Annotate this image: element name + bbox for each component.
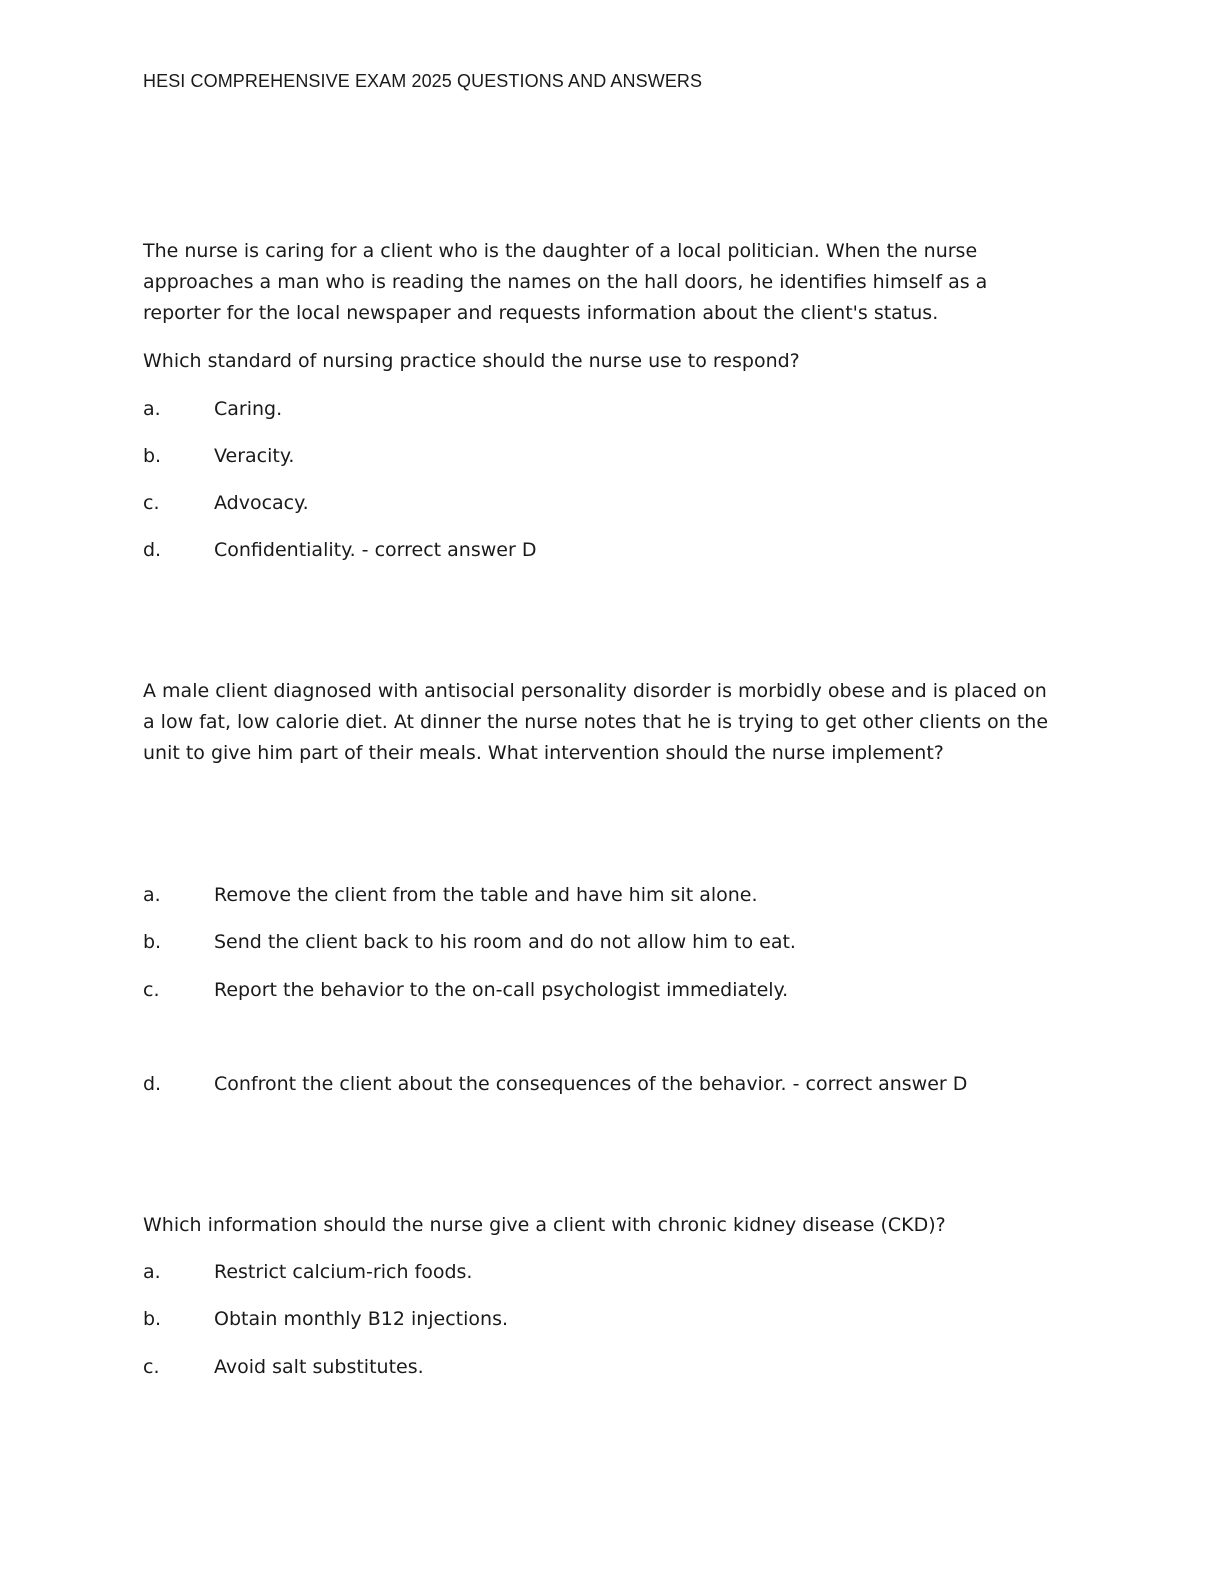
question-2-option-a — [143, 880, 758, 911]
option-text: Remove the client from the table and have him sit alone. — [214, 884, 758, 906]
option-text: Obtain monthly B12 injections. — [214, 1308, 509, 1330]
option-letter: a. — [143, 884, 161, 906]
option-letter: b. — [143, 445, 162, 467]
option-text: Advocacy. — [214, 492, 309, 514]
option-letter: c. — [143, 1356, 160, 1378]
stem-line: The nurse is caring for a client who is the daughter of a local politician. When the nurse — [143, 240, 978, 262]
stem-line: a low fat, low calorie diet. At dinner the nurse notes that he is trying to get other clients on the — [143, 711, 1049, 733]
option-letter: d. — [143, 539, 162, 561]
question-3-option-c — [143, 1352, 424, 1383]
option-text: Confront the client about the consequences of the behavior. - correct answer D — [214, 1073, 968, 1095]
question-2-stem — [143, 676, 1083, 769]
option-text: Veracity. — [214, 445, 295, 467]
document-header: HESI COMPREHENSIVE EXAM 2025 QUESTIONS AND ANSWERS — [143, 71, 703, 91]
option-text: Avoid salt substitutes. — [214, 1356, 424, 1378]
question-3-prompt: Which information should the nurse give a client with chronic kidney disease (CKD)? — [143, 1214, 946, 1236]
option-letter: c. — [143, 492, 160, 514]
question-3-option-a — [143, 1257, 472, 1288]
question-2-option-d — [143, 1069, 967, 1100]
question-2-option-c — [143, 975, 788, 1006]
question-1-stem — [143, 236, 1073, 329]
question-1-option-d — [143, 535, 536, 566]
option-text: Confidentiality. - correct answer D — [214, 539, 537, 561]
stem-line: A male client diagnosed with antisocial personality disorder is morbidly obese and is placed on — [143, 680, 1047, 702]
question-1-prompt: Which standard of nursing practice should the nurse use to respond? — [143, 350, 800, 372]
option-letter: b. — [143, 931, 162, 953]
question-1-option-c — [143, 488, 309, 519]
option-text: Report the behavior to the on-call psychologist immediately. — [214, 979, 789, 1001]
question-2-option-b — [143, 927, 796, 958]
stem-line: unit to give him part of their meals. What intervention should the nurse implement? — [143, 742, 944, 764]
stem-line: reporter for the local newspaper and requests information about the client's status. — [143, 302, 939, 324]
question-3-option-b — [143, 1304, 508, 1335]
option-text: Send the client back to his room and do not allow him to eat. — [214, 931, 796, 953]
option-letter: a. — [143, 1261, 161, 1283]
question-1-option-b — [143, 441, 294, 472]
option-letter: d. — [143, 1073, 162, 1095]
question-1-option-a — [143, 394, 282, 425]
option-letter: c. — [143, 979, 160, 1001]
option-text: Caring. — [214, 398, 283, 420]
option-letter: b. — [143, 1308, 162, 1330]
stem-line: approaches a man who is reading the names on the hall doors, he identifies himself as a — [143, 271, 988, 293]
option-letter: a. — [143, 398, 161, 420]
option-text: Restrict calcium-rich foods. — [214, 1261, 473, 1283]
